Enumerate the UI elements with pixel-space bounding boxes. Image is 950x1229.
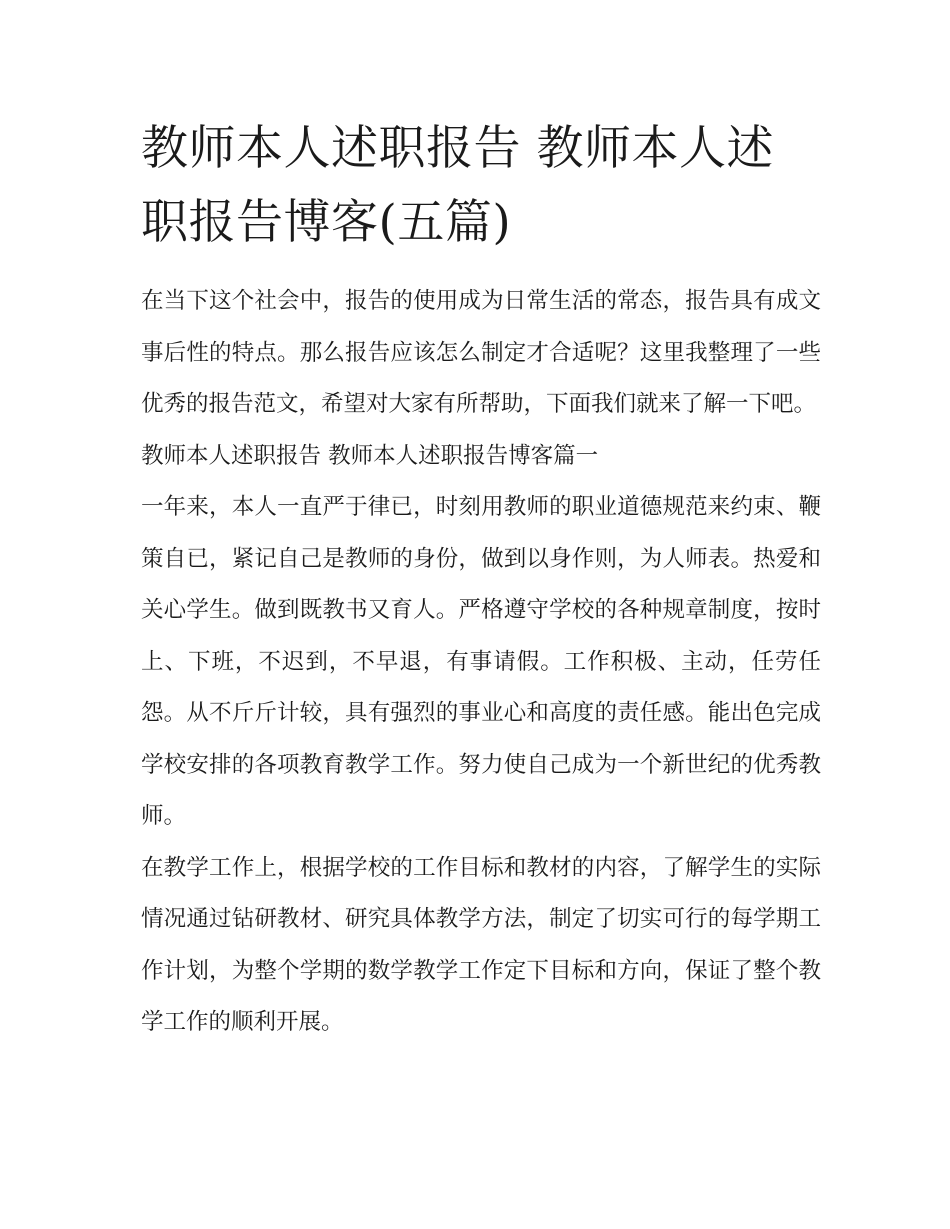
document-title: 教师本人述职报告 教师本人述职报告博客(五篇) — [141, 121, 774, 250]
document-page — [141, 112, 821, 1049]
body-paragraph: 在教学工作上，根据学校的工作目标和教材的内容，了解学生的实际情况通过钻研教材、研究具体教学方法，制定了切实可行的每学期工作计划，为整个学期的数学教学工作定下目标和方向，保证了整个教学工作的顺利开展。 — [141, 854, 821, 1035]
section-heading: 教师本人述职报告 教师本人述职报告博客篇一 — [141, 442, 599, 469]
intro-paragraph: 在当下这个社会中，报告的使用成为日常生活的常态，报告具有成文事后性的特点。那么报告应该怎么制定才合适呢？这里我整理了一些优秀的报告范文，希望对大家有所帮助，下面我们就来了解一下吧。 — [141, 288, 821, 417]
document-body — [141, 276, 821, 1049]
body-paragraph: 一年来，本人一直严于律已，时刻用教师的职业道德规范来约束、鞭策自已，紧记自己是教师的身份，做到以身作则，为人师表。热爱和关心学生。做到既教书又育人。严格遵守学校的各种规章制度，按时上、下班，不迟到，不早退，有事请假。工作积极、主动，任劳任怨。从不斤斤计较，具有强烈的事业心和高度的责任感。能出色完成学校安排的各项教育教学工作。努力使自己成为一个新世纪的优秀教师。 — [141, 494, 821, 829]
